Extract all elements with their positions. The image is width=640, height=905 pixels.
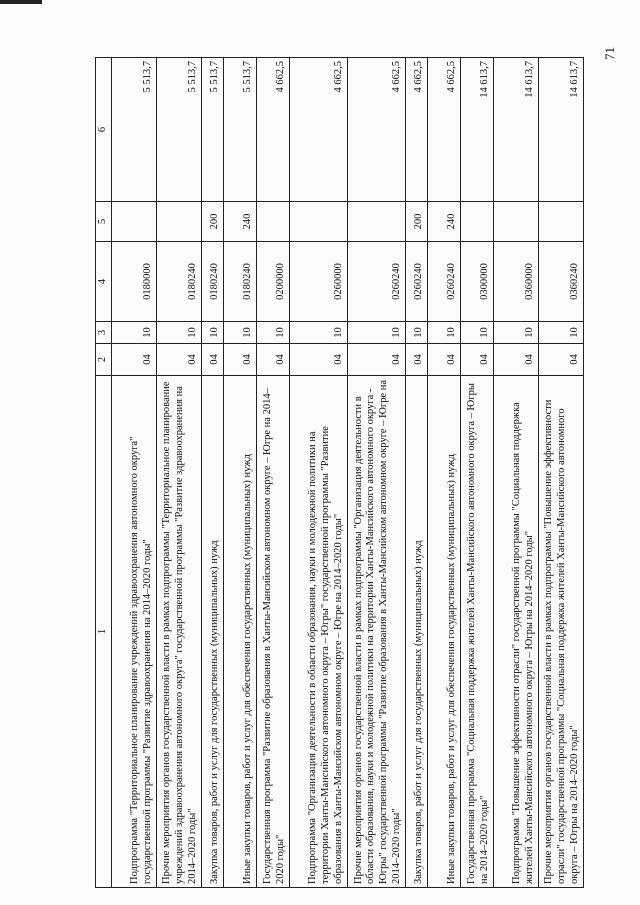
table-row [405, 58, 427, 888]
row-subsection: 10 [405, 322, 427, 344]
table-row [538, 58, 583, 888]
row-section: 04 [256, 344, 289, 376]
row-expense-type: 200 [201, 202, 223, 242]
row-description: Государственная программа "Социальная поддержка жителей Ханты-Мансийского автономного округа – Югры на 2014–2020 годы" [460, 376, 493, 888]
table-row [493, 58, 538, 888]
row-subsection: 10 [201, 322, 223, 344]
row-amount: 14 613,7 [460, 58, 493, 202]
row-subsection: 10 [347, 322, 405, 344]
row-description: Государственная программа "Развитие образования в Ханты-Мансийском автономном округе – Югре на 2014–2020 годы" [256, 376, 289, 888]
row-expense-type [493, 202, 538, 242]
row-description: Подпрограмма "Организация деятельности в области образования, науки и молодежной политики на территории Ханты-Мансийского автономного округа – Югры" государственной программы "Развитие образования в Ханты-Мансийском автономном округе – Югре на 2014–2020 годы" [289, 376, 347, 888]
row-expense-type [256, 202, 289, 242]
row-description: Закупка товаров, работ и услуг для государственных (муниципальных) нужд [201, 376, 223, 888]
table-row [460, 58, 493, 888]
row-subsection: 10 [427, 322, 460, 344]
row-amount: 5 513,7 [201, 58, 223, 202]
row-section: 04 [111, 344, 156, 376]
budget-table [95, 57, 584, 888]
table-row [156, 58, 201, 888]
row-amount: 4 662,5 [347, 58, 405, 202]
row-expense-type [538, 202, 583, 242]
row-target-article: 0260240 [405, 242, 427, 322]
row-amount: 14 613,7 [493, 58, 538, 202]
row-section: 04 [201, 344, 223, 376]
row-section: 04 [493, 344, 538, 376]
header-col-3: 3 [96, 322, 112, 344]
row-target-article: 0260000 [289, 242, 347, 322]
row-description: Иные закупки товаров, работ и услуг для обеспечения государственных (муниципальных) нужд [427, 376, 460, 888]
row-amount: 4 662,5 [289, 58, 347, 202]
row-description: Подпрограмма "Повышение эффективности отрасли" государственной программы "Социальная поддержка жителей Ханты-Мансийского автономного округа – Югры на 2014–2020 годы" [493, 376, 538, 888]
row-amount: 5 513,7 [223, 58, 256, 202]
table-row [289, 58, 347, 888]
scan-edge-mark [0, 0, 42, 4]
row-target-article: 0360240 [538, 242, 583, 322]
row-target-article: 0180240 [156, 242, 201, 322]
row-target-article: 0180240 [223, 242, 256, 322]
row-target-article: 0180000 [111, 242, 156, 322]
header-col-2: 2 [96, 344, 112, 376]
table-row [427, 58, 460, 888]
row-amount: 4 662,5 [427, 58, 460, 202]
row-amount: 5 513,7 [156, 58, 201, 202]
row-expense-type [460, 202, 493, 242]
row-expense-type [289, 202, 347, 242]
table-row [347, 58, 405, 888]
row-description: Прочие мероприятия органов государственной власти в рамках подпрограммы "Повышение эффективности отрасли" государственной программы "Социальная поддержка жителей Ханты-Мансийского автономного округа – Югры на 2014–2020 годы" [538, 376, 583, 888]
row-subsection: 10 [289, 322, 347, 344]
row-target-article: 0360000 [493, 242, 538, 322]
row-subsection: 10 [538, 322, 583, 344]
row-amount: 14 613,7 [538, 58, 583, 202]
table-row [201, 58, 223, 888]
row-target-article: 0260240 [427, 242, 460, 322]
row-description: Закупка товаров, работ и услуг для государственных (муниципальных) нужд [405, 376, 427, 888]
row-section: 04 [427, 344, 460, 376]
row-description: Иные закупки товаров, работ и услуг для обеспечения государственных (муниципальных) нужд [223, 376, 256, 888]
row-target-article: 0180240 [201, 242, 223, 322]
row-section: 04 [460, 344, 493, 376]
row-subsection: 10 [223, 322, 256, 344]
row-target-article: 0300000 [460, 242, 493, 322]
row-section: 04 [289, 344, 347, 376]
page-number: 71 [602, 47, 617, 60]
table-row [111, 58, 156, 888]
row-expense-type [347, 202, 405, 242]
row-subsection: 10 [460, 322, 493, 344]
header-col-6: 6 [96, 58, 112, 202]
row-expense-type: 240 [427, 202, 460, 242]
row-amount: 4 662,5 [405, 58, 427, 202]
row-section: 04 [405, 344, 427, 376]
row-expense-type: 200 [405, 202, 427, 242]
table-header-row [96, 58, 112, 888]
header-col-5: 5 [96, 202, 112, 242]
header-col-4: 4 [96, 242, 112, 322]
row-target-article: 0260240 [347, 242, 405, 322]
row-description: Прочие мероприятия органов государственной власти в рамках подпрограммы "Территориальное планирование учреждений здравоохранения автономного округа" государственной программы "Развитие здравоохранения на 2014–2020 годы" [156, 376, 201, 888]
row-amount: 5 513,7 [111, 58, 156, 202]
row-section: 04 [156, 344, 201, 376]
row-subsection: 10 [156, 322, 201, 344]
row-section: 04 [223, 344, 256, 376]
row-expense-type: 240 [223, 202, 256, 242]
header-col-1: 1 [96, 376, 112, 888]
rotated-page-content [95, 58, 585, 888]
row-amount: 4 662,5 [256, 58, 289, 202]
row-target-article: 0200000 [256, 242, 289, 322]
row-section: 04 [347, 344, 405, 376]
table-row [256, 58, 289, 888]
row-description: Подпрограмма "Территориальное планирование учреждений здравоохранения автономного округа" государственной программы "Развитие здравоохранения на 2014–2020 годы" [111, 376, 156, 888]
row-section: 04 [538, 344, 583, 376]
row-subsection: 10 [111, 322, 156, 344]
row-expense-type [156, 202, 201, 242]
row-subsection: 10 [493, 322, 538, 344]
table-row [223, 58, 256, 888]
row-expense-type [111, 202, 156, 242]
row-description: Прочие мероприятия органов государственной власти в рамках подпрограммы "Организация деятельности в области образования, науки и молодежной политики на территории Ханты-Мансийского автономного округа - Югры" государственной программы "Развитие образования в Ханты-Мансийском автономном округе – Югре на 2014–2020 годы" [347, 376, 405, 888]
row-subsection: 10 [256, 322, 289, 344]
